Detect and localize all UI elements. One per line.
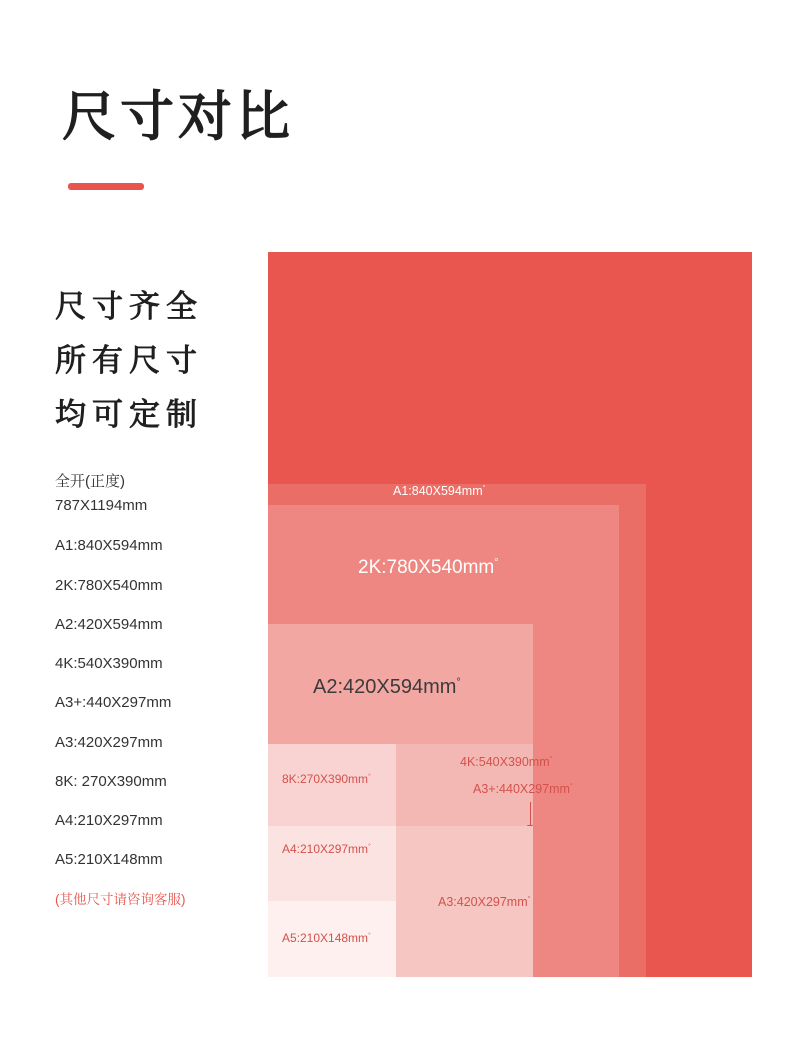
sheet-label-8k: 8K:270X390mm°: [282, 772, 371, 786]
slogan-line-1: 尺寸齐全: [55, 289, 203, 324]
sheet-label-4k: 4K:540X390mm°: [460, 755, 553, 769]
spec-item-a3: A3:420X297mm: [55, 733, 163, 751]
spec-lead-line-1: 全开(正度): [55, 473, 125, 491]
slogan-line-3: 均可定制: [55, 397, 203, 433]
sheet-label-a4: A4:210X297mm°: [282, 842, 371, 856]
spec-item-a3plus: A3+:440X297mm: [55, 694, 172, 712]
size-comparison-diagram: [268, 252, 752, 977]
spec-item-a1: A1:840X594mm: [55, 537, 163, 555]
spec-item-8k: 8K: 270X390mm: [55, 772, 167, 790]
slogan-line-2: 所有尺寸: [55, 343, 203, 379]
spec-item-2k: 2K:780X540mm: [55, 576, 163, 594]
a3plus-pointer-arrow: [530, 802, 531, 826]
page-title: 尺寸对比: [62, 87, 294, 147]
spec-item-a2: A2:420X594mm: [55, 615, 163, 633]
sheet-label-a2: A2:420X594mm°: [313, 676, 461, 698]
left-info-column: [55, 290, 255, 908]
sheet-label-a1: A1:840X594mm°: [393, 484, 486, 498]
sheet-label-2k: 2K:780X540mm°: [358, 557, 499, 578]
sheet-label-a5: A5:210X148mm°: [282, 931, 371, 945]
spec-list: [55, 470, 255, 907]
sheet-label-a3plus: A3+:440X297mm°: [473, 782, 573, 796]
spec-item-a4: A4:210X297mm: [55, 812, 163, 830]
sheet-label-a3: A3:420X297mm°: [438, 895, 531, 909]
spec-lead-line-2: 787X1194mm: [55, 497, 148, 515]
spec-lead: [55, 470, 255, 518]
spec-note: (其他尺寸请咨询客服): [55, 891, 186, 907]
spec-item-4k: 4K:540X390mm: [55, 655, 163, 673]
spec-item-a5: A5:210X148mm: [55, 851, 163, 869]
title-underline-accent: [68, 183, 144, 190]
